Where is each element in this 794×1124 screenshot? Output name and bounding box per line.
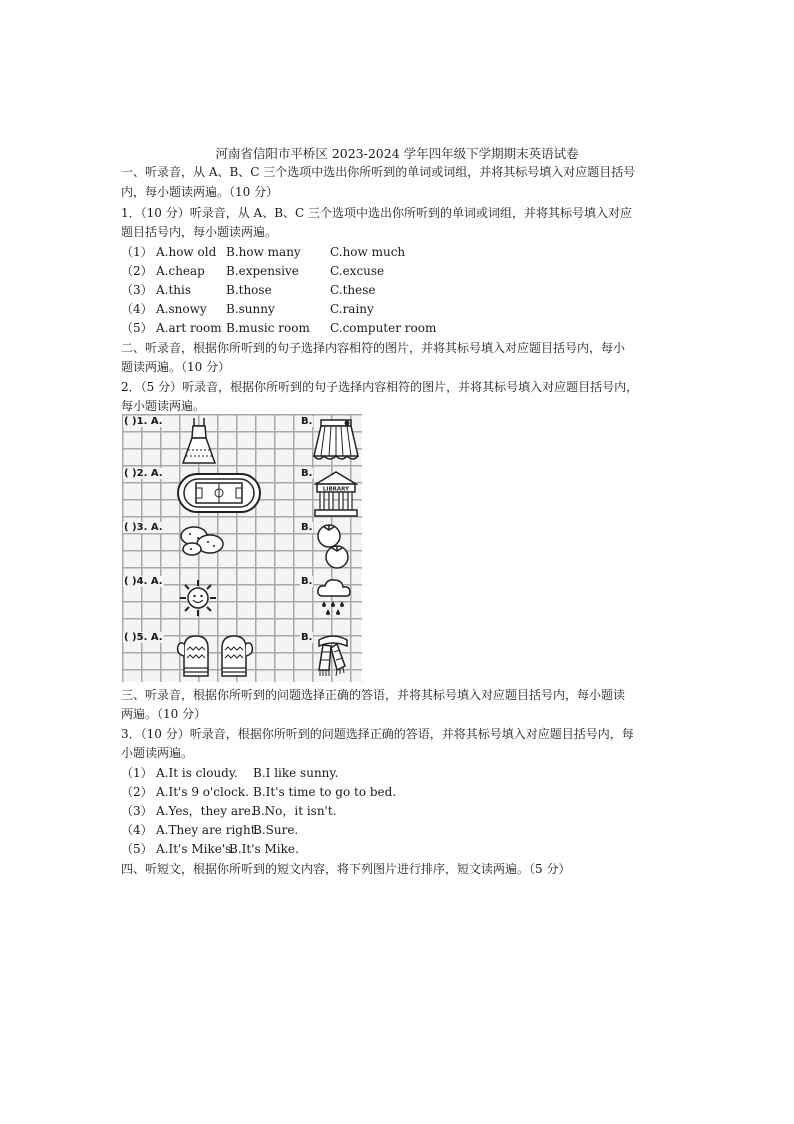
section1-header-line1: 一、听录音，从 A、B、C 三个选项中选出你所听到的单词或词组，并将其标号填入对应题目括号 xyxy=(121,165,636,179)
option-b: B.music room xyxy=(226,321,310,335)
option-c: C.how much xyxy=(330,245,406,259)
section2-header-line1: 二、听录音，根据你所听到的句子选择内容相符的图片，并将其标号填入对应题目括号内，每小 xyxy=(121,341,626,355)
option-b: B.It's time to go to bed. xyxy=(253,785,397,799)
option-b: B.I like sunny. xyxy=(253,766,339,780)
option-b: B.Sure. xyxy=(253,823,299,837)
section3-header-line2: 两遍。（10 分） xyxy=(121,707,207,721)
option-num: （4） xyxy=(121,302,153,316)
option-b: B.those xyxy=(226,283,272,297)
option-num: （4） xyxy=(121,823,153,837)
option-a: A.It's 9 o'clock. xyxy=(156,785,249,799)
picture-question-label: ( )3. A. xyxy=(124,522,163,533)
picture-b-label: B. xyxy=(301,576,313,587)
option-a: A.They are right. xyxy=(156,823,260,837)
option-a: A.art room xyxy=(156,321,222,335)
option-num: （5） xyxy=(121,842,153,856)
option-b: B.how many xyxy=(226,245,301,259)
option-c: C.excuse xyxy=(330,264,385,278)
picture-question-label: ( )2. A. xyxy=(124,468,163,479)
option-a: A.this xyxy=(156,283,192,297)
option-c: C.rainy xyxy=(330,302,374,316)
mittens-icon xyxy=(176,632,254,678)
picture-question-label: ( )1. A. xyxy=(124,416,163,427)
option-b: B.sunny xyxy=(226,302,275,316)
option-a: A.snowy xyxy=(156,302,207,316)
option-num: （1） xyxy=(121,766,153,780)
library-sign-text: LIBRARY xyxy=(322,486,350,493)
sun-icon xyxy=(178,578,218,618)
option-b: B.No，it isn't. xyxy=(252,804,337,818)
playground-icon xyxy=(176,472,262,514)
section1-header-line2: 内，每小题读两遍。（10 分） xyxy=(121,185,279,199)
option-num: （3） xyxy=(121,804,153,818)
option-a: A.It is cloudy. xyxy=(156,766,238,780)
section3-header-line1: 三、听录音，根据你所听到的问题选择正确的答语，并将其标号填入对应题目括号内，每小题读 xyxy=(121,688,626,702)
library-icon xyxy=(313,470,359,518)
section2-header-line2: 题读两遍。（10 分） xyxy=(121,360,231,374)
picture-b-label: B. xyxy=(301,522,313,533)
tomatoes-icon xyxy=(313,522,353,570)
dress-icon xyxy=(182,416,216,466)
rain-cloud-icon xyxy=(315,576,353,618)
option-num: （1） xyxy=(121,245,153,259)
question1-line1: 1．（10 分）听录音，从 A、B、C 三个选项中选出你所听到的单词或词组，并将其标号填入对应 xyxy=(121,206,633,220)
option-c: C.computer room xyxy=(330,321,437,335)
scarf-icon xyxy=(313,630,353,680)
option-a: A.cheap xyxy=(156,264,205,278)
option-num: （3） xyxy=(121,283,153,297)
picture-b-label: B. xyxy=(301,632,313,643)
question2-line1: 2．（5 分）听录音，根据你所听到的句子选择内容相符的图片，并将其标号填入对应题目括号内， xyxy=(121,380,639,394)
option-b: B.expensive xyxy=(226,264,299,278)
option-a: A.Yes，they are. xyxy=(156,804,255,818)
question1-line2: 题目括号内，每小题读两遍。 xyxy=(121,225,278,239)
potatoes-icon xyxy=(178,524,226,558)
question2-line2: 每小题读两遍。 xyxy=(121,399,206,413)
skirt-icon xyxy=(313,416,359,464)
picture-b-label: B. xyxy=(301,468,313,479)
option-num: （5） xyxy=(121,321,153,335)
picture-question-label: ( )5. A. xyxy=(124,632,163,643)
page-title: 河南省信阳市平桥区 2023-2024 学年四年级下学期期末英语试卷 xyxy=(215,146,579,161)
option-c: C.these xyxy=(330,283,376,297)
question3-line1: 3．（10 分）听录音，根据你所听到的问题选择正确的答语，并将其标号填入对应题目括号内，每 xyxy=(121,727,634,741)
option-a: A.It's Mike's. xyxy=(156,842,236,856)
option-num: （2） xyxy=(121,785,153,799)
picture-b-label: B. xyxy=(301,416,313,427)
option-b: B.It's Mike. xyxy=(229,842,299,856)
picture-question-label: ( )4. A. xyxy=(124,576,163,587)
option-num: （2） xyxy=(121,264,153,278)
section4-header: 四、听短文，根据你所听到的短文内容，将下列图片进行排序，短文读两遍。（5 分） xyxy=(121,862,571,876)
option-a: A.how old xyxy=(156,245,217,259)
question3-line2: 小题读两遍。 xyxy=(121,746,194,760)
